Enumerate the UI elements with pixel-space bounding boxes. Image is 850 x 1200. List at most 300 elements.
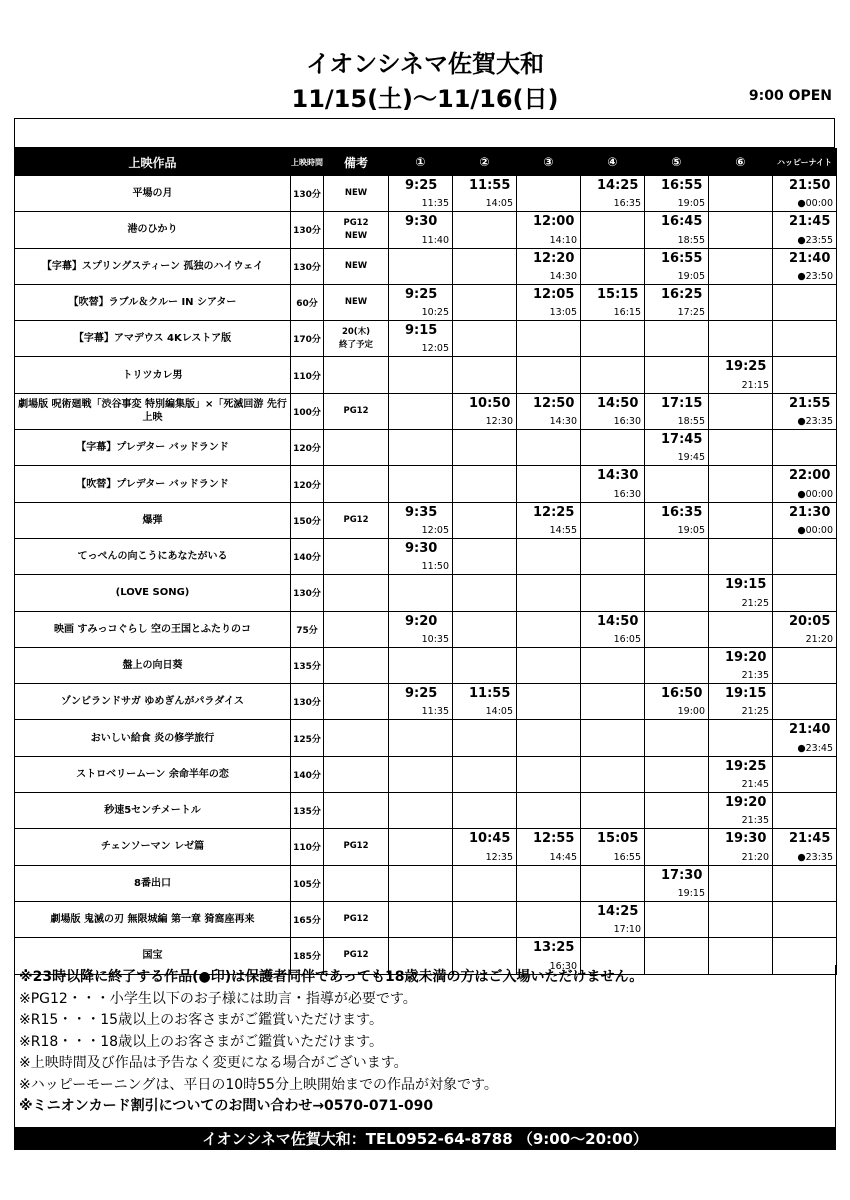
- table-row: [15, 793, 837, 829]
- movie-title: (LOVE SONG): [15, 575, 291, 611]
- showtime-cell: [581, 466, 645, 502]
- showtime-cell: [581, 502, 645, 538]
- showtime-end: 11:35: [421, 198, 449, 210]
- movie-title: 【字幕】プレデター バッドランド: [15, 430, 291, 466]
- movie-title: チェンソーマン レゼ篇: [15, 829, 291, 865]
- table-row: [15, 212, 837, 248]
- movie-title: 映画 すみっコぐらし 空の王国とふたりのコ: [15, 611, 291, 647]
- movie-note: [324, 575, 389, 611]
- showtime-end: 12:05: [421, 343, 449, 355]
- showtime-end: 16:35: [613, 198, 641, 210]
- showtime-cell: [645, 575, 709, 611]
- showtime-cell: [453, 684, 517, 720]
- showtime-cell: [709, 321, 773, 357]
- showtime-start: 12:55: [533, 831, 575, 847]
- showtime-start: 12:50: [533, 395, 575, 411]
- showtime-cell: [645, 321, 709, 357]
- movie-duration: 135分: [291, 793, 324, 829]
- note-line: ※R15・・・15歳以上のお客さまがご鑑賞いただけます。: [19, 1012, 383, 1028]
- showtime-start: 14:50: [597, 395, 639, 411]
- showtime-cell: [773, 865, 837, 901]
- showtime-cell: [389, 212, 453, 248]
- showtime-start: 17:45: [661, 432, 703, 448]
- showtime-start: 17:15: [661, 395, 703, 411]
- showtime-start: 14:25: [597, 903, 639, 919]
- movie-duration: 130分: [291, 176, 324, 212]
- showtime-cell: [453, 829, 517, 865]
- showtime-cell: [581, 321, 645, 357]
- table-row: [15, 284, 837, 320]
- showtime-cell: [389, 538, 453, 574]
- movie-duration: 150分: [291, 502, 324, 538]
- showtime-cell: [453, 284, 517, 320]
- showtime-start: 9:25: [405, 686, 438, 702]
- movie-duration: 140分: [291, 538, 324, 574]
- showtime-start: 11:55: [469, 686, 511, 702]
- movie-note: [324, 865, 389, 901]
- showtime-cell: [517, 538, 581, 574]
- movie-duration: 130分: [291, 684, 324, 720]
- showtime-cell: [453, 575, 517, 611]
- showtime-start: 21:45: [789, 214, 831, 230]
- movie-duration: 110分: [291, 829, 324, 865]
- showtime-start: 9:15: [405, 323, 438, 339]
- showtime-cell: [709, 538, 773, 574]
- showtime-start: 20:05: [789, 613, 831, 629]
- showtime-end: 21:35: [741, 670, 769, 682]
- showtime-cell: [517, 901, 581, 937]
- showtime-cell: [389, 720, 453, 756]
- showtime-cell: [453, 756, 517, 792]
- showtime-start: 19:20: [725, 795, 767, 811]
- movie-note: NEW: [324, 248, 389, 284]
- table-row: [15, 720, 837, 756]
- showtime-cell: [773, 176, 837, 212]
- showtime-end: 11:40: [421, 234, 449, 246]
- showtime-cell: [645, 466, 709, 502]
- header-movie: 上映作品: [15, 149, 291, 176]
- showtime-cell: [773, 575, 837, 611]
- showtime-cell: [389, 393, 453, 429]
- movie-title: ストロベリームーン 余命半年の恋: [15, 756, 291, 792]
- table-row: [15, 466, 837, 502]
- showtime-end: 11:35: [421, 706, 449, 718]
- open-time: 9:00 OPEN: [748, 88, 832, 104]
- showtime-end: 14:45: [549, 851, 577, 863]
- movie-note: [324, 357, 389, 393]
- showtime-cell: [517, 284, 581, 320]
- showtime-cell: [773, 793, 837, 829]
- movie-title: 【吹替】ラブル＆クルー IN シアター: [15, 284, 291, 320]
- showtime-cell: [389, 321, 453, 357]
- showtime-cell: [389, 793, 453, 829]
- movie-duration: 185分: [291, 938, 324, 974]
- showtime-cell: [645, 611, 709, 647]
- showtime-cell: [645, 684, 709, 720]
- showtime-start: 21:30: [789, 504, 831, 520]
- showtime-end: ●23:45: [797, 742, 833, 754]
- movie-title: 劇場版 鬼滅の刃 無限城編 第一章 猗窩座再来: [15, 901, 291, 937]
- showtime-start: 12:05: [533, 286, 575, 302]
- showtime-cell: [773, 502, 837, 538]
- showtime-cell: [645, 538, 709, 574]
- showtime-end: 17:25: [677, 307, 705, 319]
- showtime-cell: [773, 756, 837, 792]
- showtime-start: 19:25: [725, 758, 767, 774]
- showtime-start: 21:40: [789, 722, 831, 738]
- movie-note: [324, 647, 389, 683]
- showtime-start: 12:20: [533, 250, 575, 266]
- showtime-cell: [517, 611, 581, 647]
- showtime-cell: [453, 611, 517, 647]
- showtime-start: 21:45: [789, 831, 831, 847]
- movie-title: 秒速5センチメートル: [15, 793, 291, 829]
- showtime-cell: [453, 647, 517, 683]
- showtime-start: 16:45: [661, 214, 703, 230]
- movie-note: [324, 611, 389, 647]
- movie-title: トリツカレ男: [15, 357, 291, 393]
- note-line: ※23時以降に終了する作品(●印)は保護者同伴であっても18歳未満の方はご入場いただけません。: [19, 969, 644, 985]
- showtime-cell: [709, 865, 773, 901]
- showtime-cell: [389, 466, 453, 502]
- showtime-end: 21:35: [741, 815, 769, 827]
- movie-title: 港のひかり: [15, 212, 291, 248]
- showtime-cell: [453, 720, 517, 756]
- movie-note: [324, 720, 389, 756]
- showtime-cell: [581, 212, 645, 248]
- showtime-end: 19:00: [677, 706, 705, 718]
- movie-duration: 105分: [291, 865, 324, 901]
- showtime-cell: [581, 284, 645, 320]
- movie-duration: 130分: [291, 248, 324, 284]
- schedule-table: [14, 148, 837, 975]
- showtime-end: ●00:00: [797, 488, 833, 500]
- table-row: [15, 611, 837, 647]
- showtime-start: 12:25: [533, 504, 575, 520]
- movie-title: 国宝: [15, 938, 291, 974]
- table-row: [15, 647, 837, 683]
- showtime-end: ●00:00: [797, 198, 833, 210]
- table-row: [15, 176, 837, 212]
- showtime-cell: [709, 793, 773, 829]
- movie-duration: 120分: [291, 430, 324, 466]
- movie-title: 劇場版 呪術廻戦「渋谷事変 特別編集版」×「死滅回游 先行上映: [15, 393, 291, 429]
- table-row: [15, 430, 837, 466]
- showtime-cell: [581, 793, 645, 829]
- showtime-cell: [517, 357, 581, 393]
- showtime-end: 16:30: [613, 488, 641, 500]
- movie-title: てっぺんの向こうにあなたがいる: [15, 538, 291, 574]
- schedule-dates: 11/15(土)〜11/16(日): [291, 85, 559, 113]
- showtime-start: 19:15: [725, 577, 767, 593]
- showtime-start: 19:15: [725, 686, 767, 702]
- movie-note: [324, 684, 389, 720]
- showtime-cell: [581, 393, 645, 429]
- note-line: ※ミニオンカード割引についてのお問い合わせ→0570-071-090: [19, 1098, 434, 1114]
- showtime-start: 11:55: [469, 178, 511, 193]
- notes-box: [14, 965, 836, 1128]
- showtime-cell: [453, 430, 517, 466]
- showtime-start: 10:45: [469, 831, 511, 847]
- showtime-cell: [645, 502, 709, 538]
- movie-title: おいしい給食 炎の修学旅行: [15, 720, 291, 756]
- showtime-start: 22:00: [789, 468, 831, 484]
- showtime-cell: [389, 865, 453, 901]
- showtime-cell: [645, 284, 709, 320]
- showtime-end: 16:30: [549, 960, 577, 972]
- movie-duration: 125分: [291, 720, 324, 756]
- showtime-cell: [453, 538, 517, 574]
- showtime-cell: [453, 357, 517, 393]
- showtime-cell: [709, 393, 773, 429]
- showtime-cell: [645, 647, 709, 683]
- showtime-end: 10:25: [421, 307, 449, 319]
- header-screen-5: ⑤: [645, 149, 709, 176]
- showtime-cell: [709, 466, 773, 502]
- showtime-cell: [581, 720, 645, 756]
- movie-duration: 140分: [291, 756, 324, 792]
- movie-title: ゾンビランドサガ ゆめぎんがパラダイス: [15, 684, 291, 720]
- showtime-cell: [517, 793, 581, 829]
- showtime-cell: [517, 865, 581, 901]
- showtime-cell: [773, 901, 837, 937]
- showtime-cell: [645, 756, 709, 792]
- movie-note: PG12: [324, 938, 389, 974]
- showtime-start: 21:50: [789, 178, 831, 193]
- movie-duration: 130分: [291, 575, 324, 611]
- showtime-end: 14:05: [485, 198, 513, 210]
- showtime-end: ●23:50: [797, 270, 833, 282]
- showtime-end: 21:20: [805, 633, 833, 645]
- showtime-start: 9:25: [405, 178, 438, 193]
- showtime-end: 21:25: [741, 706, 769, 718]
- showtime-cell: [773, 212, 837, 248]
- header-duration: 上映時間: [291, 149, 324, 176]
- showtime-start: 9:25: [405, 286, 438, 302]
- showtime-cell: [709, 611, 773, 647]
- showtime-cell: [453, 865, 517, 901]
- showtime-start: 16:35: [661, 504, 703, 520]
- showtime-cell: [389, 176, 453, 212]
- showtime-cell: [517, 647, 581, 683]
- movie-note: [324, 793, 389, 829]
- showtime-cell: [517, 430, 581, 466]
- table-row: [15, 393, 837, 429]
- showtime-end: 21:45: [741, 779, 769, 791]
- showtime-cell: [581, 575, 645, 611]
- showtime-start: 14:25: [597, 178, 639, 193]
- showtime-cell: [389, 284, 453, 320]
- movie-note: NEW: [324, 284, 389, 320]
- showtime-cell: [389, 430, 453, 466]
- showtime-start: 14:30: [597, 468, 639, 484]
- showtime-cell: [517, 466, 581, 502]
- movie-title: 盤上の向日葵: [15, 647, 291, 683]
- showtime-end: 10:35: [421, 633, 449, 645]
- showtime-cell: [517, 720, 581, 756]
- showtime-cell: [517, 756, 581, 792]
- showtime-cell: [773, 357, 837, 393]
- showtime-end: 17:10: [613, 924, 641, 936]
- showtime-start: 10:50: [469, 395, 511, 411]
- showtime-start: 16:50: [661, 686, 703, 702]
- showtime-start: 19:25: [725, 359, 767, 375]
- showtime-start: 9:30: [405, 540, 438, 556]
- showtime-end: 16:55: [613, 851, 641, 863]
- showtime-cell: [389, 901, 453, 937]
- showtime-cell: [709, 756, 773, 792]
- showtime-cell: [645, 901, 709, 937]
- showtime-cell: [773, 684, 837, 720]
- showtime-end: ●23:35: [797, 851, 833, 863]
- movie-title: 【吹替】プレデター バッドランド: [15, 466, 291, 502]
- showtime-end: ●23:35: [797, 416, 833, 428]
- showtime-cell: [517, 502, 581, 538]
- showtime-cell: [581, 248, 645, 284]
- movie-note: PG12: [324, 393, 389, 429]
- showtime-cell: [773, 430, 837, 466]
- showtime-start: 19:30: [725, 831, 767, 847]
- showtime-cell: [645, 720, 709, 756]
- showtime-end: 14:30: [549, 270, 577, 282]
- showtime-cell: [453, 176, 517, 212]
- movie-title: 【字幕】アマデウス 4Kレストア版: [15, 321, 291, 357]
- showtime-start: 16:25: [661, 286, 703, 302]
- movie-duration: 135分: [291, 647, 324, 683]
- showtime-end: 14:10: [549, 234, 577, 246]
- movie-note: PG12: [324, 901, 389, 937]
- table-row: [15, 756, 837, 792]
- showtime-start: 13:25: [533, 940, 575, 956]
- showtime-cell: [389, 357, 453, 393]
- note-line: ※R18・・・18歳以上のお客さまがご鑑賞いただけます。: [19, 1033, 383, 1050]
- showtime-cell: [709, 284, 773, 320]
- showtime-cell: [517, 829, 581, 865]
- showtime-end: 18:55: [677, 416, 705, 428]
- showtime-cell: [773, 538, 837, 574]
- showtime-start: 21:55: [789, 395, 831, 411]
- showtime-end: 16:05: [613, 633, 641, 645]
- movie-note: [324, 756, 389, 792]
- showtime-cell: [453, 212, 517, 248]
- header-screen-1: ①: [389, 149, 453, 176]
- showtime-cell: [773, 720, 837, 756]
- table-row: [15, 321, 837, 357]
- movie-duration: 110分: [291, 357, 324, 393]
- showtime-cell: [389, 756, 453, 792]
- note-line: ※ハッピーモーニングは、平日の10時55分上映開始までの作品が対象です。: [19, 1076, 498, 1093]
- table-row: [15, 901, 837, 937]
- showtime-cell: [581, 611, 645, 647]
- movie-note: NEW: [324, 176, 389, 212]
- showtime-start: 9:20: [405, 613, 438, 629]
- header-screen-3: ③: [517, 149, 581, 176]
- showtime-cell: [773, 248, 837, 284]
- showtime-end: 16:30: [613, 416, 641, 428]
- showtime-start: 15:05: [597, 831, 639, 847]
- showtime-end: ●23:55: [797, 234, 833, 246]
- showtime-end: 14:55: [549, 524, 577, 536]
- showtime-start: 16:55: [661, 250, 703, 266]
- showtime-cell: [709, 684, 773, 720]
- showtime-start: 15:15: [597, 286, 639, 302]
- showtime-cell: [709, 357, 773, 393]
- showtime-start: 14:50: [597, 613, 639, 629]
- header-screen-6: ⑥: [709, 149, 773, 176]
- showtime-start: 17:30: [661, 867, 703, 883]
- table-row: [15, 829, 837, 865]
- showtime-cell: [389, 611, 453, 647]
- showtime-cell: [453, 321, 517, 357]
- header-screen-4: ④: [581, 149, 645, 176]
- table-row: [15, 502, 837, 538]
- showtime-cell: [581, 829, 645, 865]
- movie-note: [324, 538, 389, 574]
- showtime-cell: [709, 502, 773, 538]
- showtime-cell: [645, 212, 709, 248]
- movie-duration: 75分: [291, 611, 324, 647]
- showtime-cell: [453, 502, 517, 538]
- movie-duration: 130分: [291, 212, 324, 248]
- showtime-end: ●00:00: [797, 524, 833, 536]
- showtime-cell: [581, 684, 645, 720]
- showtime-cell: [581, 430, 645, 466]
- showtime-start: 21:40: [789, 250, 831, 266]
- showtime-end: 14:05: [485, 706, 513, 718]
- showtime-cell: [517, 321, 581, 357]
- showtime-cell: [773, 647, 837, 683]
- showtime-cell: [709, 176, 773, 212]
- showtime-end: 21:20: [741, 851, 769, 863]
- movie-title: 8番出口: [15, 865, 291, 901]
- movie-note: PG12: [324, 502, 389, 538]
- header-notes: 備考: [324, 149, 389, 176]
- schedule-body: [15, 176, 837, 975]
- movie-note: PG12: [324, 829, 389, 865]
- showtime-cell: [709, 430, 773, 466]
- showtime-cell: [645, 176, 709, 212]
- showtime-cell: [581, 357, 645, 393]
- showtime-cell: [389, 684, 453, 720]
- showtime-cell: [581, 176, 645, 212]
- movie-note: [324, 466, 389, 502]
- showtime-cell: [581, 647, 645, 683]
- showtime-cell: [389, 248, 453, 284]
- movie-note: 20(木) 終了予定: [324, 321, 389, 357]
- table-row: [15, 248, 837, 284]
- showtime-cell: [645, 865, 709, 901]
- showtime-start: 16:55: [661, 178, 703, 193]
- showtime-end: 19:05: [677, 524, 705, 536]
- showtime-cell: [389, 502, 453, 538]
- showtime-cell: [645, 793, 709, 829]
- footer-contact: イオンシネマ佐賀大和：TEL0952-64-8788 （9:00〜20:00）: [14, 1128, 836, 1150]
- showtime-end: 12:05: [421, 524, 449, 536]
- page-title: イオンシネマ佐賀大和: [306, 50, 544, 78]
- showtime-cell: [453, 901, 517, 937]
- showtime-cell: [453, 793, 517, 829]
- header-blank-box: [14, 118, 835, 148]
- movie-duration: 60分: [291, 284, 324, 320]
- table-row: [15, 865, 837, 901]
- showtime-cell: [645, 248, 709, 284]
- showtime-cell: [645, 430, 709, 466]
- showtime-cell: [709, 901, 773, 937]
- showtime-start: 9:30: [405, 214, 438, 230]
- header-happy-night: ハッピーナイト: [773, 149, 837, 176]
- showtime-end: 21:25: [741, 597, 769, 609]
- showtime-cell: [453, 466, 517, 502]
